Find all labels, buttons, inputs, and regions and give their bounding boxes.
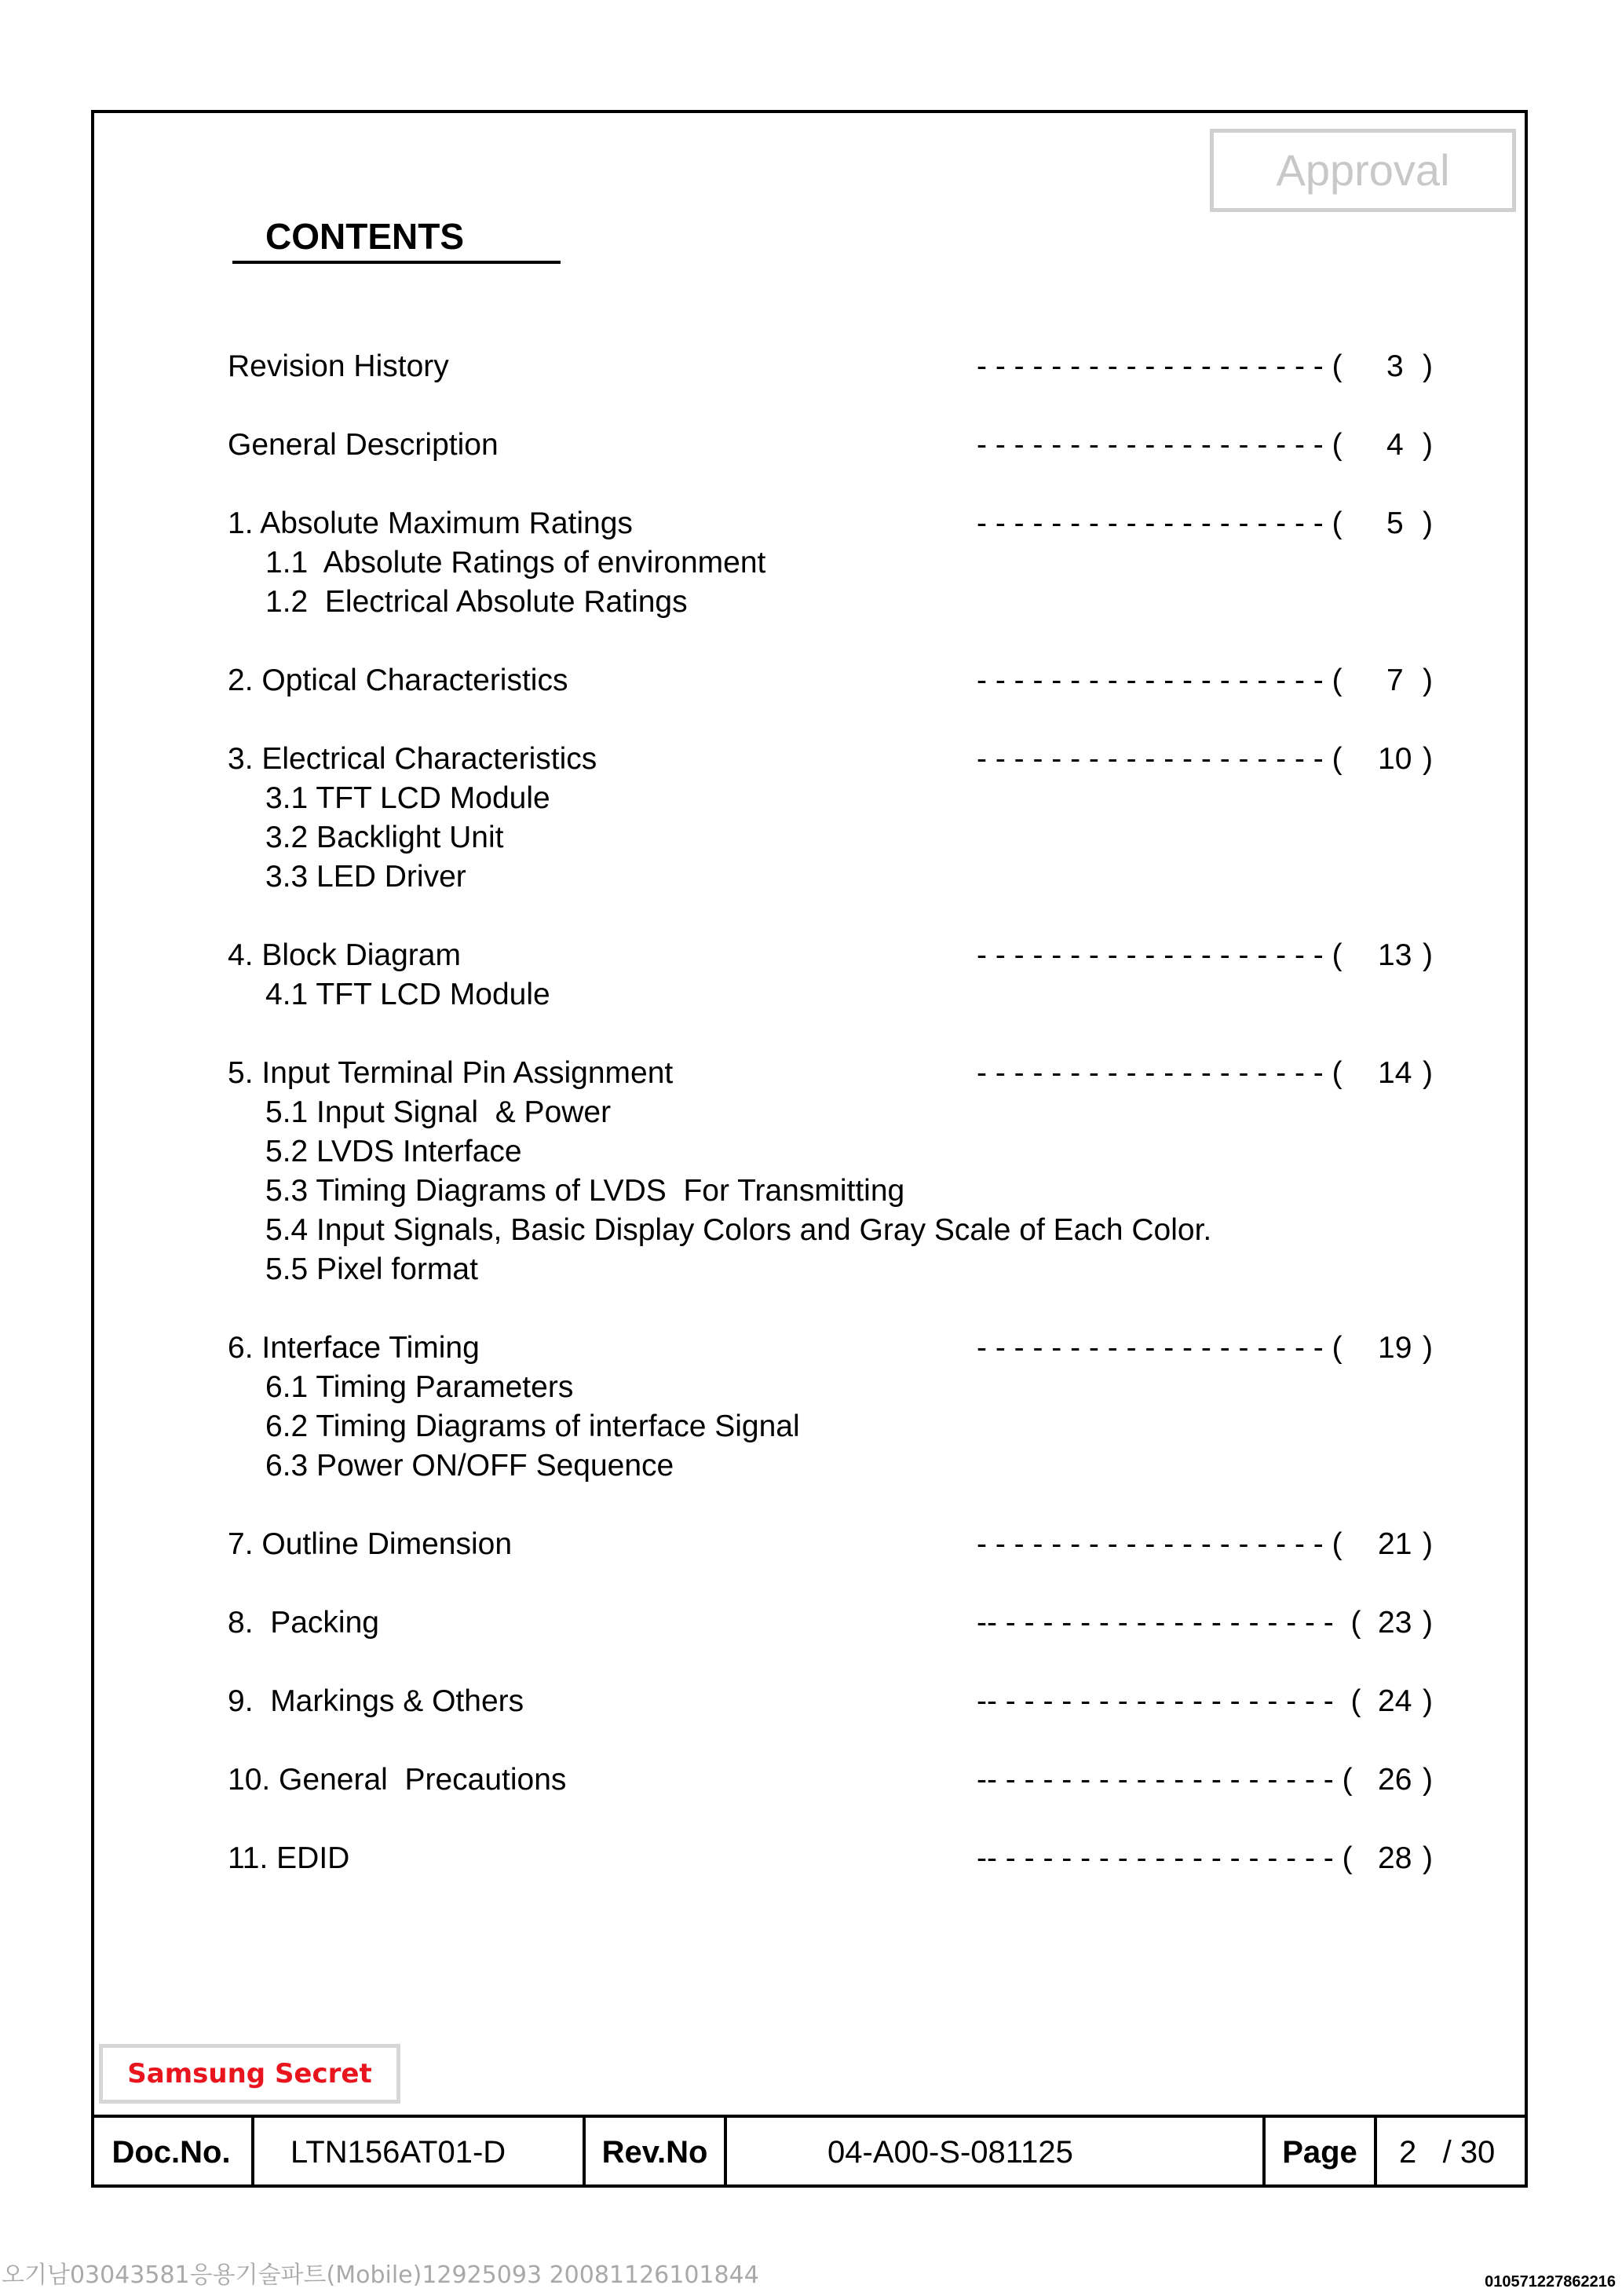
toc-leader-dots: -- - - - - - - - - - - - - - - - - - - ( [977,1606,1361,1640]
toc-page-number: 19 [1378,1331,1412,1365]
rev-no-value: 04-A00-S-081125 [727,2118,1266,2188]
toc-subentry: 3.3 LED Driver [265,860,466,894]
toc-page-close-paren: ) [1423,1684,1433,1718]
toc-subentry: 5.5 Pixel format [265,1252,478,1286]
toc-page-close-paren: ) [1423,506,1433,540]
toc-entry-title: Revision History [228,349,449,383]
toc-page-close-paren: ) [1423,1527,1433,1561]
toc-entry-title: 8. Packing [228,1606,379,1640]
toc-page-number: 24 [1378,1684,1412,1718]
toc-page-number: 21 [1378,1527,1412,1561]
toc-leader-dots: - - - - - - - - - - - - - - - - - - - ( [977,1331,1343,1365]
toc-entry-title: 10. General Precautions [228,1763,567,1797]
toc-subentry: 5.1 Input Signal & Power [265,1095,612,1129]
toc-page-number: 28 [1378,1841,1412,1875]
toc-subentry: 5.3 Timing Diagrams of LVDS For Transmitting [265,1174,905,1208]
toc-entry-title: 9. Markings & Others [228,1684,524,1718]
toc-page-number: 13 [1378,938,1412,972]
toc-page-close-paren: ) [1423,742,1433,776]
toc-page-close-paren: ) [1423,349,1433,383]
toc-page-number: 3 [1386,349,1404,383]
toc-subentry: 4.1 TFT LCD Module [265,978,550,1011]
toc-leader-dots: - - - - - - - - - - - - - - - - - - - ( [977,1527,1343,1561]
toc-page-close-paren: ) [1423,1606,1433,1640]
watermark-text: 오기남03043581응용기술파트(Mobile)12925093 20081126101844 [2,2261,759,2289]
toc-page-close-paren: ) [1423,1056,1433,1090]
toc-page-close-paren: ) [1423,938,1433,972]
toc-entry-title: 1. Absolute Maximum Ratings [228,506,633,540]
toc-leader-dots: - - - - - - - - - - - - - - - - - - - ( [977,938,1343,972]
rev-no-label: Rev.No [586,2118,727,2188]
toc-entry-title: 6. Interface Timing [228,1331,480,1365]
toc-entry-title: 11. EDID [228,1841,350,1875]
toc-page-number: 23 [1378,1606,1412,1640]
toc-leader-dots: - - - - - - - - - - - - - - - - - - - ( [977,506,1343,540]
toc-leader-dots: - - - - - - - - - - - - - - - - - - - ( [977,742,1343,776]
toc-leader-dots: -- - - - - - - - - - - - - - - - - - - ( [977,1684,1361,1718]
doc-no-value: LTN156AT01-D [254,2118,586,2188]
toc-subentry: 3.1 TFT LCD Module [265,781,550,815]
toc-subentry: 5.4 Input Signals, Basic Display Colors and Gray Scale of Each Color. [265,1213,1212,1247]
toc-entry-title: 4. Block Diagram [228,938,461,972]
page-value: 2 / 30 [1399,2135,1496,2170]
page-label: Page [1266,2118,1377,2188]
toc-leader-dots: -- - - - - - - - - - - - - - - - - - - ( [977,1841,1353,1875]
toc-page-number: 14 [1378,1056,1412,1090]
toc-subentry: 6.3 Power ON/OFF Sequence [265,1449,674,1483]
toc-page-close-paren: ) [1423,1841,1433,1875]
approval-stamp: Approval [1210,129,1516,212]
toc-leader-dots: -- - - - - - - - - - - - - - - - - - - ( [977,1763,1353,1797]
toc-subentry: 6.1 Timing Parameters [265,1370,574,1404]
toc-subentry: 1.2 Electrical Absolute Ratings [265,585,688,619]
toc-entry-title: General Description [228,428,499,462]
toc-page-number: 26 [1378,1763,1412,1797]
toc-page-close-paren: ) [1423,1331,1433,1365]
doc-no-label: Doc.No. [91,2118,254,2188]
toc-subentry: 1.1 Absolute Ratings of environment [265,546,766,579]
toc-subentry: 5.2 LVDS Interface [265,1135,522,1168]
toc-page-close-paren: ) [1423,428,1433,462]
toc-leader-dots: - - - - - - - - - - - - - - - - - - - ( [977,349,1343,383]
toc-page-close-paren: ) [1423,664,1433,697]
contents-title: CONTENTS [265,216,464,257]
toc-leader-dots: - - - - - - - - - - - - - - - - - - - ( [977,1056,1343,1090]
toc-entry-title: 5. Input Terminal Pin Assignment [228,1056,674,1090]
toc-entry-title: 2. Optical Characteristics [228,664,568,697]
samsung-secret-label: Samsung Secret [99,2044,400,2104]
toc-leader-dots: - - - - - - - - - - - - - - - - - - - ( [977,664,1343,697]
toc-page-number: 7 [1386,664,1404,697]
contents-underline [232,261,561,264]
toc-page-number: 5 [1386,506,1404,540]
serial-number: 010571227862216 [1485,2273,1616,2291]
toc-entry-title: 3. Electrical Characteristics [228,742,597,776]
toc-page-number: 10 [1378,742,1412,776]
toc-page-close-paren: ) [1423,1763,1433,1797]
toc-leader-dots: - - - - - - - - - - - - - - - - - - - ( [977,428,1343,462]
toc-page-number: 4 [1386,428,1404,462]
toc-subentry: 3.2 Backlight Unit [265,821,504,854]
document-footer [91,2115,1528,2188]
toc-entry-title: 7. Outline Dimension [228,1527,513,1561]
toc-subentry: 6.2 Timing Diagrams of interface Signal [265,1409,800,1443]
